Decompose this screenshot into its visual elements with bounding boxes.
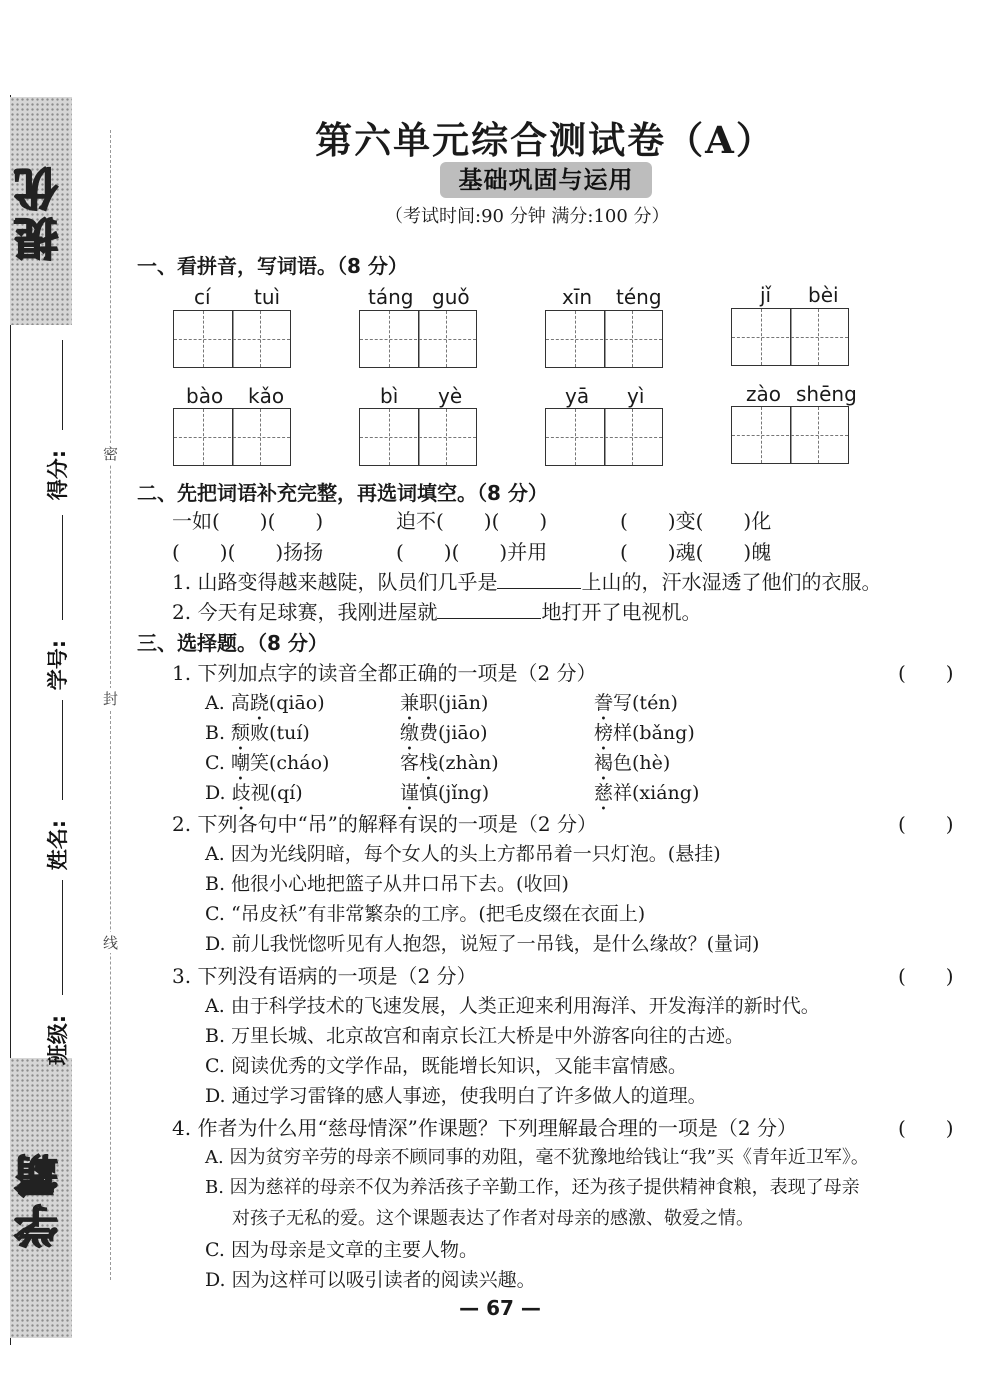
option-b-3: 榜样(bǎng) [594, 722, 695, 744]
fill-idiom: ( )变( )化 [620, 509, 772, 533]
sentence-2-end: 地打开了电视机。 [541, 600, 702, 624]
fill-sentence-1 [172, 566, 881, 595]
pinyin: jǐ [760, 283, 772, 307]
writing-grid[interactable] [545, 408, 663, 466]
option-d-3: 慈祥(xiáng) [594, 782, 700, 804]
name-line [62, 700, 63, 800]
question-2: 2. 下列各句中“吊”的解释有误的一项是（2 分） [172, 812, 597, 836]
option-c-2: 客栈(zhàn) [400, 752, 499, 774]
name-label: 姓名: [46, 819, 71, 871]
question-4: 4. 作者为什么用“慈母情深”作课题？下列理解最合理的一项是（2 分） [172, 1116, 797, 1140]
option-d: D. 通过学习雷锋的感人事迹，使我明白了许多做人的道理。 [205, 1085, 707, 1107]
fill-idiom: ( )( )并用 [396, 540, 548, 564]
pinyin: yā [565, 384, 590, 408]
option-b: B. 他很小心地把篮子从井口吊下去。(收回) [205, 873, 569, 895]
option-a-3: 誊写(tén) [594, 692, 678, 714]
class-line [62, 880, 63, 995]
option-c: C. “吊皮袄”有非常繁杂的工序。(把毛皮缀在衣面上) [205, 903, 646, 925]
class-label: 班级: [46, 1014, 71, 1066]
option-d: D. 歧视(qí) [205, 782, 303, 804]
answer-blank[interactable] [437, 600, 541, 619]
pinyin: téng [616, 285, 662, 309]
option-a: A. 高跷(qiāo) [205, 692, 325, 714]
option-b: B. 万里长城、北京故宫和南京长江大桥是中外游客向往的古迹。 [205, 1025, 745, 1047]
cut-mark-feng: 封 [103, 690, 119, 708]
option-a: A. 由于科学技术的飞速发展，人类正迎来利用海洋、开发海洋的新时代。 [205, 995, 820, 1017]
cut-mark-seal: 密 [103, 445, 119, 463]
answer-blank[interactable] [497, 570, 581, 589]
fill-idiom: ( )( )扬扬 [172, 540, 324, 564]
option-d-2: 谨慎(jǐng) [400, 782, 490, 804]
option-b: B. 因为慈祥的母亲不仅为养活孩子辛勤工作，还为孩子提供精神食粮，表现了母亲 [205, 1177, 860, 1198]
fill-idiom: 迫不( )( ) [396, 509, 548, 533]
question-3: 3. 下列没有语病的一项是（2 分） [172, 964, 477, 988]
pinyin: bì [380, 384, 399, 408]
student-id-line [62, 515, 63, 620]
pinyin: bào [186, 384, 224, 408]
sentence-2-start: 2. 今天有足球赛，我刚进屋就 [172, 600, 438, 624]
option-d: D. 因为这样可以吸引读者的阅读兴趣。 [205, 1269, 536, 1291]
pinyin: kǎo [248, 384, 285, 408]
option-c: C. 嘲笑(cháo) [205, 752, 330, 774]
option-a: A. 因为贫穷辛劳的母亲不顾同事的劝阻，毫不犹豫地给钱让“我”买《青年近卫军》。 [205, 1147, 869, 1168]
page-title: 第六单元综合测试卷（A） [315, 118, 775, 162]
cut-mark-xian: 线 [103, 934, 119, 952]
pinyin: zào [746, 382, 781, 406]
pinyin: bèi [808, 283, 839, 307]
pinyin: shēng [796, 382, 857, 406]
section-3-heading: 三、选择题。（8 分） [137, 631, 328, 655]
answer-paren[interactable]: ( ) [898, 964, 954, 988]
option-a: A. 因为光线阴暗，每个女人的头上方都吊着一只灯泡。(悬挂) [205, 843, 721, 865]
exam-info: （考试时间:90 分钟 满分:100 分） [385, 206, 670, 227]
score-label: 得分: [46, 449, 71, 501]
writing-grid[interactable] [173, 408, 291, 466]
section-banner: 基础巩固与运用 [440, 162, 652, 198]
option-c: C. 阅读优秀的文学作品，既能增长知识，又能丰富情感。 [205, 1055, 687, 1077]
page-number: — 67 — [459, 1296, 541, 1320]
option-c: C. 因为母亲是文章的主要人物。 [205, 1239, 478, 1261]
section-1-heading: 一、看拼音，写词语。（8 分） [137, 254, 408, 278]
answer-paren[interactable]: ( ) [898, 1116, 954, 1140]
writing-grid[interactable] [359, 408, 477, 466]
sentence-1-end: 上山的，汗水湿透了他们的衣服。 [581, 570, 882, 594]
answer-paren[interactable]: ( ) [898, 812, 954, 836]
question-1: 1. 下列加点字的读音全都正确的一项是（2 分） [172, 661, 597, 685]
option-a-2: 兼职(jiān) [400, 692, 489, 714]
sentence-1-start: 1. 山路变得越来越陡，队员们几乎是 [172, 570, 498, 594]
fill-sentence-2 [172, 596, 701, 625]
top-badge-text: 提优 [15, 161, 66, 261]
pinyin: yè [438, 384, 463, 408]
pinyin: táng [368, 285, 414, 309]
writing-grid[interactable] [173, 310, 291, 368]
pinyin: tuì [254, 285, 281, 309]
option-b-2: 缴费(jiāo) [400, 722, 488, 744]
writing-grid[interactable] [731, 406, 849, 464]
section-2-heading: 二、先把词语补充完整，再选词填空。（8 分） [137, 481, 548, 505]
bottom-badge-text: 学霸 [15, 1148, 66, 1248]
option-b: B. 颓败(tuí) [205, 722, 310, 744]
student-id-label: 学号: [46, 639, 71, 691]
fill-idiom: 一如( )( ) [172, 509, 324, 533]
pinyin: yì [627, 384, 645, 408]
fill-idiom: ( )魂( )魄 [620, 540, 772, 564]
option-d: D. 前儿我恍惚听见有人抱怨，说短了一吊钱，是什么缘故？(量词) [205, 933, 760, 955]
option-c-3: 褐色(hè) [594, 752, 671, 774]
answer-paren[interactable]: ( ) [898, 661, 954, 685]
pinyin: cí [194, 285, 211, 309]
pinyin: guǒ [432, 285, 470, 309]
pinyin: xīn [562, 285, 593, 309]
writing-grid[interactable] [545, 310, 663, 368]
writing-grid[interactable] [731, 308, 849, 366]
writing-grid[interactable] [359, 310, 477, 368]
score-line [62, 340, 63, 430]
option-b-continued: 对孩子无私的爱。这个课题表达了作者对母亲的感激、敬爱之情。 [232, 1208, 754, 1229]
